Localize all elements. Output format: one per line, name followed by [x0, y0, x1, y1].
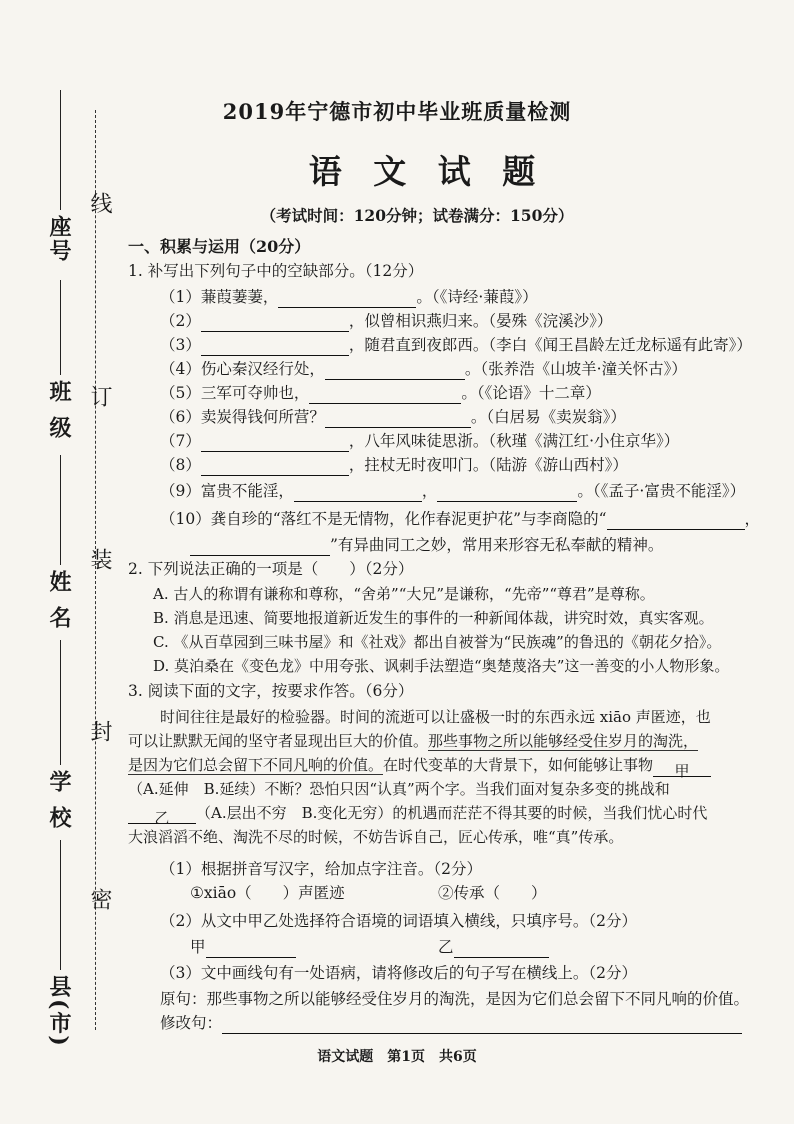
exam-title: 2019年宁德市初中毕业班质量检测 [222, 99, 572, 124]
binding-mark-ding: 订 [87, 385, 112, 409]
class-label: 班级 [46, 380, 72, 452]
answer-blank[interactable] [201, 435, 349, 452]
name-label: 姓名 [46, 570, 72, 642]
answer-blank[interactable] [201, 339, 349, 356]
passage-line-4: （A.延伸 B.延续）不断？恐怕只因“认真”两个字。当我们面对复杂多变的挑战和 [128, 780, 670, 798]
q3-sub3: （3）文中画线句有一处语病，请将修改后的句子写在横线上。（2分） [160, 964, 637, 982]
answer-blank[interactable] [325, 363, 465, 380]
blank-jia[interactable]: 甲 [653, 760, 711, 777]
answer-blank[interactable] [294, 485, 422, 502]
seat-line-mid3 [60, 640, 61, 765]
page-footer: 语文试题 第1页 共6页 [317, 1049, 477, 1065]
q3-sub1-a[interactable]: ①xiāo（ ）声匿迹 [190, 884, 345, 902]
passage-line-2: 可以让默默无闻的坚守者显现出巨大的价值。那些事物之所以能够经受住岁月的淘洗， [128, 732, 699, 750]
passage-line-6: 大浪滔滔不绝、淘洗不尽的时候，不妨告诉自己，匠心传承，唯“真”传承。 [128, 828, 624, 846]
q2-option-d[interactable]: D. 莫泊桑在《变色龙》中用夸张、讽刺手法塑造“奥楚蔑洛夫”这一善变的小人物形象。 [153, 657, 730, 675]
seat-line-bot [60, 840, 61, 970]
passage-line-1: 时间往往是最好的检验器。时间的流逝可以让盛极一时的东西永远 xiāo 声匿迹，也 [160, 708, 711, 726]
county-label: 县(市) [46, 975, 72, 1048]
q1-item-6: （6）卖炭得钱何所营？ 。（白居易《卖炭翁》） [160, 408, 626, 426]
school-label: 学校 [46, 770, 72, 842]
q1-item-8: （8） ，拄杖无时夜叩门。（陆游《游山西村》） [160, 456, 628, 474]
binding-mark-mi: 密 [87, 888, 112, 912]
passage-line-3: 是因为它们总会留下不同凡响的价值。在时代变革的大背景下，如何能够让事物 甲 [128, 754, 711, 777]
blank-yi[interactable]: 乙 [128, 807, 196, 824]
q2-stem: 2. 下列说法正确的一项是（ ）（2分） [128, 560, 414, 578]
q2-option-a[interactable]: A. 古人的称谓有谦称和尊称，“舍弟”“大兄”是谦称，“先帝”“尊君”是尊称。 [153, 585, 655, 603]
revise-answer-line[interactable] [222, 1017, 742, 1034]
binding-mark-line: 线 [87, 192, 112, 216]
q2-option-c[interactable]: C. 《从百草园到三味书屋》和《社戏》都出自被誉为“民族魂”的鲁迅的《朝花夕拾》。 [153, 633, 722, 651]
passage-line-5: 乙 （A.层出不穷 B.变化无穷）的机遇而茫茫不得其要的时候，当我们忧心时代 [128, 802, 707, 824]
answer-blank[interactable] [325, 411, 471, 428]
q1-item-1: （1）蒹葭萋萋， 。（《诗经·蒹葭》） [160, 288, 538, 306]
q3-sub1-b[interactable]: ②传承（ ） [438, 884, 547, 902]
seat-line-mid [60, 280, 61, 375]
q1-item-10b: ”有异曲同工之妙，常用来形容无私奉献的精神。 [190, 534, 663, 556]
answer-blank[interactable] [309, 387, 461, 404]
q3-sub2-answers-b: 乙 [438, 936, 549, 958]
q1-item-5: （5）三军可夺帅也， 。（《论语》十二章） [160, 384, 601, 402]
subject-title: 语 文 试 题 [308, 152, 546, 191]
q3-sub1: （1）根据拼音写汉字，给加点字注音。（2分） [160, 860, 482, 878]
answer-blank[interactable] [278, 291, 416, 308]
q3-sub2: （2）从文中甲乙处选择符合语境的词语填入横线，只填序号。（2分） [160, 912, 637, 930]
binding-mark-feng: 封 [87, 720, 112, 744]
seat-label: 座号 [46, 215, 72, 263]
q1-item-7: （7） ，八年风味徒思浙。（秋瑾《满江红·小住京华》） [160, 432, 680, 450]
q1-item-9: （9）富贵不能淫， ， 。（《孟子·富贵不能淫》） [160, 482, 746, 500]
q1-item-4: （4）伤心秦汉经行处， 。（张养浩《山坡羊·潼关怀古》） [160, 360, 687, 378]
q1-item-2: （2） ，似曾相识燕归来。（晏殊《浣溪沙》） [160, 312, 613, 330]
q3-stem: 3. 阅读下面的文字，按要求作答。（6分） [128, 682, 414, 700]
answer-blank[interactable] [437, 485, 577, 502]
exam-info: （考试时间：120分钟；试卷满分：150分） [260, 206, 574, 225]
seat-line-mid2 [60, 455, 61, 565]
q3-revise: 修改句： [160, 1012, 742, 1034]
q3-original: 原句：那些事物之所以能够经受住岁月的淘洗，是因为它们总会留下不同凡响的价值。 [160, 990, 750, 1008]
q1-item-10a: （10）龚自珍的“落红不是无情物，化作春泥更护花”与李商隐的“ ， [160, 510, 761, 528]
underlined-sentence: 那些事物之所以能够经受住岁月的淘洗， [428, 732, 699, 750]
q1-item-3: （3） ，随君直到夜郎西。（李白《闻王昌龄左迁龙标遥有此寄》） [160, 336, 752, 354]
answer-blank[interactable] [201, 459, 349, 476]
q1-stem: 1. 补写出下列句子中的空缺部分。（12分） [128, 262, 424, 280]
answer-blank[interactable] [607, 513, 745, 530]
q2-option-b[interactable]: B. 消息是迅速、简要地报道新近发生的事件的一种新闻体裁，讲究时效，真实客观。 [153, 609, 714, 627]
q3-sub2-answers: 甲 [190, 936, 296, 958]
answer-blank-yi[interactable] [454, 941, 549, 958]
underlined-sentence-cont: 是因为它们总会留下不同凡响的价值。 [128, 756, 384, 774]
section-heading: 一、积累与运用（20分） [128, 237, 311, 256]
answer-blank[interactable] [190, 539, 330, 556]
binding-mark-zhuang: 装 [87, 548, 112, 572]
answer-blank-jia[interactable] [206, 941, 296, 958]
answer-blank[interactable] [201, 315, 349, 332]
